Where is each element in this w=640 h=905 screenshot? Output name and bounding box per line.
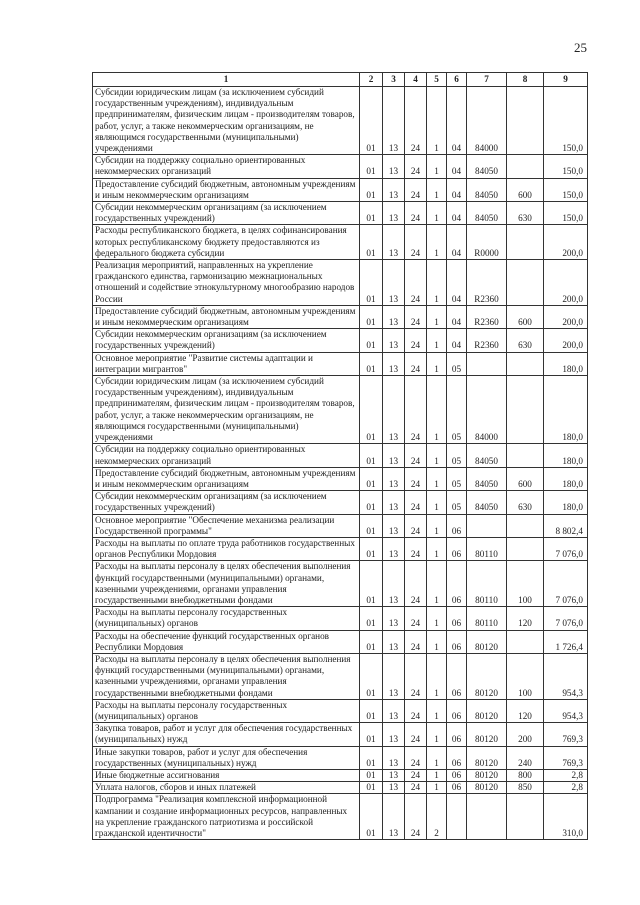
cell-subprogram: 1 bbox=[427, 699, 447, 722]
cell-amount: 200,0 bbox=[544, 225, 588, 260]
cell-subsection: 13 bbox=[383, 607, 405, 630]
cell-direction: R0000 bbox=[467, 225, 507, 260]
table-row bbox=[93, 514, 588, 537]
table-row bbox=[93, 769, 588, 781]
cell-program: 24 bbox=[405, 653, 427, 699]
table-row bbox=[93, 260, 588, 306]
cell-amount: 954,3 bbox=[544, 699, 588, 722]
table-row bbox=[93, 537, 588, 560]
table-row bbox=[93, 607, 588, 630]
cell-amount: 200,0 bbox=[544, 260, 588, 306]
cell-measure: 06 bbox=[447, 537, 467, 560]
cell-subsection: 13 bbox=[383, 352, 405, 375]
cell-subprogram: 1 bbox=[427, 746, 447, 769]
row-description: Реализация мероприятий, направленных на укрепление гражданского единства, гармонизацию межнациональных отношений и содействие этнокультурному многообразию народов России bbox=[93, 260, 360, 306]
cell-program: 24 bbox=[405, 514, 427, 537]
cell-expense-type: 100 bbox=[507, 653, 544, 699]
cell-measure: 04 bbox=[447, 225, 467, 260]
cell-expense-type bbox=[507, 155, 544, 178]
cell-section: 01 bbox=[360, 376, 383, 444]
cell-subprogram: 1 bbox=[427, 352, 447, 375]
row-description: Основное мероприятие "Обеспечение механизма реализации Государственной программы" bbox=[93, 514, 360, 537]
cell-program: 24 bbox=[405, 329, 427, 352]
row-description: Иные закупки товаров, работ и услуг для обеспечения государственных (муниципальных) нужд bbox=[93, 746, 360, 769]
cell-direction: 84050 bbox=[467, 155, 507, 178]
row-description: Закупка товаров, работ и услуг для обеспечения государственных (муниципальных) нужд bbox=[93, 723, 360, 746]
table-row bbox=[93, 305, 588, 328]
row-description: Субсидии некоммерческим организациям (за исключением государственных учреждений) bbox=[93, 329, 360, 352]
cell-program: 24 bbox=[405, 630, 427, 653]
column-header: 5 bbox=[427, 73, 447, 87]
cell-measure: 06 bbox=[447, 699, 467, 722]
cell-direction: 80110 bbox=[467, 607, 507, 630]
cell-subprogram: 1 bbox=[427, 491, 447, 514]
cell-expense-type: 120 bbox=[507, 699, 544, 722]
row-description: Уплата налогов, сборов и иных платежей bbox=[93, 782, 360, 794]
table-row bbox=[93, 444, 588, 467]
cell-expense-type: 850 bbox=[507, 782, 544, 794]
table-row bbox=[93, 491, 588, 514]
cell-subsection: 13 bbox=[383, 305, 405, 328]
cell-section: 01 bbox=[360, 178, 383, 201]
cell-subsection: 13 bbox=[383, 723, 405, 746]
cell-subsection: 13 bbox=[383, 444, 405, 467]
cell-subsection: 13 bbox=[383, 491, 405, 514]
cell-measure: 05 bbox=[447, 376, 467, 444]
cell-section: 01 bbox=[360, 352, 383, 375]
cell-measure: 05 bbox=[447, 467, 467, 490]
cell-program: 24 bbox=[405, 769, 427, 781]
cell-measure: 06 bbox=[447, 630, 467, 653]
cell-program: 24 bbox=[405, 607, 427, 630]
cell-section: 01 bbox=[360, 723, 383, 746]
cell-program: 24 bbox=[405, 491, 427, 514]
cell-measure: 04 bbox=[447, 305, 467, 328]
cell-direction: 84050 bbox=[467, 491, 507, 514]
cell-expense-type: 240 bbox=[507, 746, 544, 769]
cell-subsection: 13 bbox=[383, 630, 405, 653]
cell-amount: 769,3 bbox=[544, 746, 588, 769]
cell-direction: 84050 bbox=[467, 178, 507, 201]
table-row bbox=[93, 329, 588, 352]
cell-section: 01 bbox=[360, 794, 383, 840]
cell-measure: 05 bbox=[447, 352, 467, 375]
cell-section: 01 bbox=[360, 444, 383, 467]
row-description: Предоставление субсидий бюджетным, автономным учреждениям и иным некоммерческим организациям bbox=[93, 178, 360, 201]
row-description: Расходы республиканского бюджета, в целях софинансирования которых республиканскому бюджету предоставляются из федерального бюджета субсидии bbox=[93, 225, 360, 260]
cell-subsection: 13 bbox=[383, 87, 405, 155]
cell-amount: 180,0 bbox=[544, 491, 588, 514]
cell-program: 24 bbox=[405, 155, 427, 178]
page-number: 25 bbox=[574, 40, 587, 55]
cell-direction: 80120 bbox=[467, 782, 507, 794]
cell-direction: 80120 bbox=[467, 699, 507, 722]
column-header: 6 bbox=[447, 73, 467, 87]
table-row bbox=[93, 178, 588, 201]
cell-subsection: 13 bbox=[383, 225, 405, 260]
cell-program: 24 bbox=[405, 87, 427, 155]
row-description: Расходы на выплаты персоналу в целях обеспечения выполнения функций государственными (муниципальными) органами, казенными учреждениями, органами управления государственными внебюджетными фондами bbox=[93, 653, 360, 699]
cell-measure: 05 bbox=[447, 444, 467, 467]
row-description: Подпрограмма "Реализация комплексной информационной кампании и создание информационных ресурсов, направленных на укрепление гражданского патриотизма и российской гражданской идентичности" bbox=[93, 794, 360, 840]
table-row bbox=[93, 723, 588, 746]
cell-program: 24 bbox=[405, 561, 427, 607]
row-description: Субсидии юридическим лицам (за исключением субсидий государственным учреждениям), индивидуальным предпринимателям, физическим лицам - производителям товаров, работ, услуг, а также некоммерческим организациям, не являющимся государственными (муниципальными) учреждениями bbox=[93, 87, 360, 155]
row-description: Расходы на выплаты по оплате труда работников государственных органов Республики Мордовия bbox=[93, 537, 360, 560]
cell-expense-type bbox=[507, 444, 544, 467]
cell-measure: 05 bbox=[447, 491, 467, 514]
cell-amount: 200,0 bbox=[544, 329, 588, 352]
cell-amount: 310,0 bbox=[544, 794, 588, 840]
cell-section: 01 bbox=[360, 537, 383, 560]
table-row bbox=[93, 782, 588, 794]
cell-expense-type bbox=[507, 376, 544, 444]
cell-section: 01 bbox=[360, 155, 383, 178]
cell-amount: 2,8 bbox=[544, 769, 588, 781]
row-description: Предоставление субсидий бюджетным, автономным учреждениям и иным некоммерческим организациям bbox=[93, 305, 360, 328]
cell-section: 01 bbox=[360, 202, 383, 225]
column-header: 7 bbox=[467, 73, 507, 87]
cell-measure: 04 bbox=[447, 202, 467, 225]
cell-direction: R2360 bbox=[467, 329, 507, 352]
cell-expense-type: 200 bbox=[507, 723, 544, 746]
cell-amount: 8 802,4 bbox=[544, 514, 588, 537]
cell-measure: 06 bbox=[447, 769, 467, 781]
cell-expense-type bbox=[507, 514, 544, 537]
row-description: Предоставление субсидий бюджетным, автономным учреждениям и иным некоммерческим организациям bbox=[93, 467, 360, 490]
cell-expense-type: 800 bbox=[507, 769, 544, 781]
row-description: Основное мероприятие "Развитие системы адаптации и интеграции мигрантов" bbox=[93, 352, 360, 375]
cell-amount: 180,0 bbox=[544, 376, 588, 444]
cell-subprogram: 1 bbox=[427, 329, 447, 352]
cell-subprogram: 1 bbox=[427, 155, 447, 178]
cell-measure: 06 bbox=[447, 746, 467, 769]
cell-program: 24 bbox=[405, 260, 427, 306]
row-description: Субсидии некоммерческим организациям (за исключением государственных учреждений) bbox=[93, 491, 360, 514]
cell-program: 24 bbox=[405, 537, 427, 560]
cell-amount: 180,0 bbox=[544, 444, 588, 467]
cell-direction: 84050 bbox=[467, 202, 507, 225]
row-description: Расходы на выплаты персоналу государственных (муниципальных) органов bbox=[93, 607, 360, 630]
cell-measure: 04 bbox=[447, 260, 467, 306]
cell-direction: 80120 bbox=[467, 769, 507, 781]
cell-subprogram: 1 bbox=[427, 630, 447, 653]
cell-direction: R2360 bbox=[467, 260, 507, 306]
cell-amount: 150,0 bbox=[544, 202, 588, 225]
cell-program: 24 bbox=[405, 178, 427, 201]
cell-program: 24 bbox=[405, 723, 427, 746]
cell-subsection: 13 bbox=[383, 699, 405, 722]
cell-subprogram: 1 bbox=[427, 514, 447, 537]
cell-subsection: 13 bbox=[383, 514, 405, 537]
cell-subsection: 13 bbox=[383, 155, 405, 178]
cell-subprogram: 1 bbox=[427, 537, 447, 560]
cell-measure: 04 bbox=[447, 178, 467, 201]
cell-amount: 2,8 bbox=[544, 782, 588, 794]
cell-expense-type bbox=[507, 537, 544, 560]
cell-subsection: 13 bbox=[383, 329, 405, 352]
cell-expense-type bbox=[507, 352, 544, 375]
cell-subprogram: 1 bbox=[427, 467, 447, 490]
cell-measure: 06 bbox=[447, 561, 467, 607]
cell-program: 24 bbox=[405, 444, 427, 467]
table-row bbox=[93, 794, 588, 840]
cell-amount: 150,0 bbox=[544, 178, 588, 201]
cell-subsection: 13 bbox=[383, 178, 405, 201]
cell-section: 01 bbox=[360, 782, 383, 794]
table-row bbox=[93, 630, 588, 653]
table-row bbox=[93, 87, 588, 155]
cell-expense-type: 600 bbox=[507, 178, 544, 201]
cell-section: 01 bbox=[360, 87, 383, 155]
cell-expense-type bbox=[507, 87, 544, 155]
cell-program: 24 bbox=[405, 746, 427, 769]
cell-direction: 80120 bbox=[467, 630, 507, 653]
cell-program: 24 bbox=[405, 782, 427, 794]
cell-direction bbox=[467, 514, 507, 537]
column-header: 8 bbox=[507, 73, 544, 87]
cell-amount: 180,0 bbox=[544, 352, 588, 375]
cell-program: 24 bbox=[405, 794, 427, 840]
cell-amount: 7 076,0 bbox=[544, 607, 588, 630]
cell-amount: 7 076,0 bbox=[544, 561, 588, 607]
cell-section: 01 bbox=[360, 769, 383, 781]
cell-measure: 04 bbox=[447, 87, 467, 155]
cell-expense-type: 600 bbox=[507, 305, 544, 328]
cell-section: 01 bbox=[360, 630, 383, 653]
cell-amount: 200,0 bbox=[544, 305, 588, 328]
cell-program: 24 bbox=[405, 305, 427, 328]
cell-measure bbox=[447, 794, 467, 840]
cell-measure: 06 bbox=[447, 514, 467, 537]
cell-expense-type: 120 bbox=[507, 607, 544, 630]
cell-amount: 180,0 bbox=[544, 467, 588, 490]
cell-amount: 150,0 bbox=[544, 87, 588, 155]
cell-amount: 954,3 bbox=[544, 653, 588, 699]
cell-direction: 80120 bbox=[467, 746, 507, 769]
cell-subsection: 13 bbox=[383, 260, 405, 306]
cell-subprogram: 1 bbox=[427, 723, 447, 746]
cell-direction: 80120 bbox=[467, 653, 507, 699]
cell-direction: 80120 bbox=[467, 723, 507, 746]
cell-subprogram: 1 bbox=[427, 202, 447, 225]
row-description: Расходы на обеспечение функций государственных органов Республики Мордовия bbox=[93, 630, 360, 653]
cell-expense-type: 630 bbox=[507, 202, 544, 225]
cell-program: 24 bbox=[405, 202, 427, 225]
table-row bbox=[93, 746, 588, 769]
row-description: Субсидии на поддержку социально ориентированных некоммерческих организаций bbox=[93, 155, 360, 178]
cell-section: 01 bbox=[360, 746, 383, 769]
table-row bbox=[93, 699, 588, 722]
cell-section: 01 bbox=[360, 260, 383, 306]
cell-subprogram: 1 bbox=[427, 444, 447, 467]
cell-expense-type: 600 bbox=[507, 467, 544, 490]
cell-subprogram: 1 bbox=[427, 769, 447, 781]
cell-direction: 84050 bbox=[467, 467, 507, 490]
cell-section: 01 bbox=[360, 561, 383, 607]
cell-subsection: 13 bbox=[383, 653, 405, 699]
cell-direction bbox=[467, 352, 507, 375]
row-description: Субсидии на поддержку социально ориентированных некоммерческих организаций bbox=[93, 444, 360, 467]
cell-amount: 7 076,0 bbox=[544, 537, 588, 560]
cell-measure: 06 bbox=[447, 653, 467, 699]
cell-subsection: 13 bbox=[383, 561, 405, 607]
cell-expense-type: 100 bbox=[507, 561, 544, 607]
row-description: Субсидии некоммерческим организациям (за исключением государственных учреждений) bbox=[93, 202, 360, 225]
cell-subprogram: 1 bbox=[427, 607, 447, 630]
cell-measure: 06 bbox=[447, 723, 467, 746]
cell-subsection: 13 bbox=[383, 769, 405, 781]
cell-section: 01 bbox=[360, 653, 383, 699]
cell-subprogram: 2 bbox=[427, 794, 447, 840]
cell-subprogram: 1 bbox=[427, 653, 447, 699]
column-header: 1 bbox=[93, 73, 360, 87]
cell-subsection: 13 bbox=[383, 202, 405, 225]
table-row bbox=[93, 653, 588, 699]
cell-subprogram: 1 bbox=[427, 178, 447, 201]
table-row bbox=[93, 202, 588, 225]
cell-subsection: 13 bbox=[383, 746, 405, 769]
row-description: Расходы на выплаты персоналу в целях обеспечения выполнения функций государственными (муниципальными) органами, казенными учреждениями, органами управления государственными внебюджетными фондами bbox=[93, 561, 360, 607]
cell-subprogram: 1 bbox=[427, 305, 447, 328]
table-row bbox=[93, 376, 588, 444]
cell-expense-type: 630 bbox=[507, 491, 544, 514]
cell-measure: 04 bbox=[447, 329, 467, 352]
cell-subprogram: 1 bbox=[427, 225, 447, 260]
cell-subprogram: 1 bbox=[427, 260, 447, 306]
cell-section: 01 bbox=[360, 607, 383, 630]
header-row bbox=[93, 73, 588, 87]
column-header: 2 bbox=[360, 73, 383, 87]
cell-subprogram: 1 bbox=[427, 376, 447, 444]
table-row bbox=[93, 352, 588, 375]
cell-program: 24 bbox=[405, 467, 427, 490]
cell-measure: 06 bbox=[447, 607, 467, 630]
cell-measure: 04 bbox=[447, 155, 467, 178]
cell-direction: 84050 bbox=[467, 444, 507, 467]
column-header: 9 bbox=[544, 73, 588, 87]
cell-section: 01 bbox=[360, 514, 383, 537]
cell-section: 01 bbox=[360, 699, 383, 722]
row-description: Субсидии юридическим лицам (за исключением субсидий государственным учреждениям), индивидуальным предпринимателям, физическим лицам - производителям товаров, работ, услуг, а также некоммерческим организациям, не являющимся государственными (муниципальными) учреждениями bbox=[93, 376, 360, 444]
cell-section: 01 bbox=[360, 305, 383, 328]
cell-expense-type bbox=[507, 260, 544, 306]
cell-subprogram: 1 bbox=[427, 87, 447, 155]
cell-program: 24 bbox=[405, 699, 427, 722]
cell-direction bbox=[467, 794, 507, 840]
cell-subsection: 13 bbox=[383, 794, 405, 840]
cell-amount: 150,0 bbox=[544, 155, 588, 178]
cell-subprogram: 1 bbox=[427, 782, 447, 794]
cell-direction: 80110 bbox=[467, 561, 507, 607]
cell-expense-type: 630 bbox=[507, 329, 544, 352]
cell-subsection: 13 bbox=[383, 537, 405, 560]
cell-program: 24 bbox=[405, 225, 427, 260]
cell-direction: R2360 bbox=[467, 305, 507, 328]
column-header: 3 bbox=[383, 73, 405, 87]
cell-program: 24 bbox=[405, 376, 427, 444]
cell-subsection: 13 bbox=[383, 467, 405, 490]
cell-subsection: 13 bbox=[383, 782, 405, 794]
table-row bbox=[93, 225, 588, 260]
cell-direction: 84000 bbox=[467, 87, 507, 155]
cell-subprogram: 1 bbox=[427, 561, 447, 607]
budget-table bbox=[92, 72, 588, 840]
table-row bbox=[93, 155, 588, 178]
cell-expense-type bbox=[507, 225, 544, 260]
column-header: 4 bbox=[405, 73, 427, 87]
cell-direction: 84000 bbox=[467, 376, 507, 444]
cell-direction: 80110 bbox=[467, 537, 507, 560]
cell-expense-type bbox=[507, 630, 544, 653]
table-row bbox=[93, 467, 588, 490]
table-row bbox=[93, 561, 588, 607]
cell-subsection: 13 bbox=[383, 376, 405, 444]
row-description: Иные бюджетные ассигнования bbox=[93, 769, 360, 781]
cell-section: 01 bbox=[360, 329, 383, 352]
cell-measure: 06 bbox=[447, 782, 467, 794]
cell-amount: 1 726,4 bbox=[544, 630, 588, 653]
cell-amount: 769,3 bbox=[544, 723, 588, 746]
cell-section: 01 bbox=[360, 491, 383, 514]
cell-program: 24 bbox=[405, 352, 427, 375]
row-description: Расходы на выплаты персоналу государственных (муниципальных) органов bbox=[93, 699, 360, 722]
cell-section: 01 bbox=[360, 225, 383, 260]
cell-section: 01 bbox=[360, 467, 383, 490]
cell-expense-type bbox=[507, 794, 544, 840]
